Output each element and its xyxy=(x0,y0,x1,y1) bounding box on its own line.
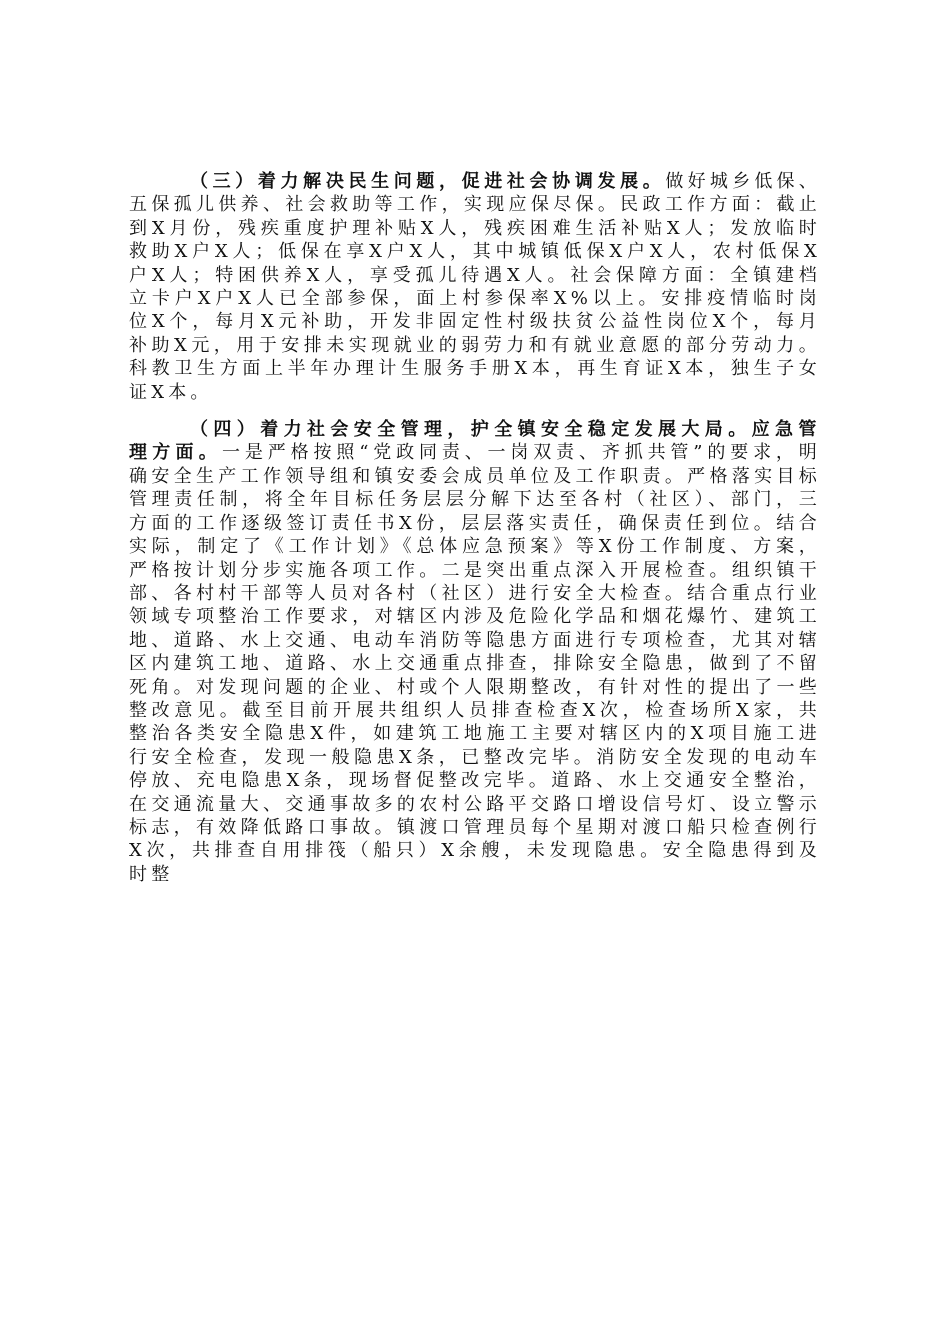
paragraph-safety xyxy=(129,418,821,886)
paragraph-heading: （四）着力社会安全管理，护全镇安全稳定发展大局。应急管理方面。 xyxy=(129,419,821,464)
document-page xyxy=(129,170,821,886)
paragraph-body: 一是严格按照“党政同责、一岗双责、齐抓共管”的要求，明确安全生产工作领导组和镇安委会成员单位及工作职责。严格落实目标管理责任制，将全年目标任务层层分解下达至各村（社区）、部门，三方面的工作逐级签订责任书X份，层层落实责任，确保责任到位。结合实际，制定了《工作计划》《总体应急预案》等X份工作制度、方案，严格按计划分步实施各项工作。二是突出重点深入开展检查。组织镇干部、各村村干部等人员对各村（社区）进行安全大检查。结合重点行业领域专项整治工作要求，对辖区内涉及危险化学品和烟花爆竹、建筑工地、道路、水上交通、电动车消防等隐患方面进行专项检查，尤其对辖区内建筑工地、道路、水上交通重点排查，排除安全隐患，做到了不留死角。对发现问题的企业、村或个人限期整改，有针对性的提出了一些整改意见。截至目前开展共组织人员排查检查X次，检查场所X家，共整治各类安全隐患X件，如建筑工地施工主要对辖区内的X项目施工进行安全检查，发现一般隐患X条，已整改完毕。消防安全发现的电动车停放、充电隐患X条，现场督促整改完毕。道路、水上交通安全整治，在交通流量大、交通事故多的农村公路平交路口增设信号灯、设立警示标志，有效降低路口事故。镇渡口管理员每个星期对渡口船只检查例行X次，共排查自用排筏（船只）X余艘，未发现隐患。安全隐患得到及时整 xyxy=(129,442,821,885)
paragraph-body: 做好城乡低保、五保孤儿供养、社会救助等工作，实现应保尽保。民政工作方面：截止到X月份，残疾重度护理补贴X人，残疾困难生活补贴X人；发放临时救助X户X人；低保在享X户X人，其中城镇低保X户X人，农村低保X户X人；特困供养X人，享受孤儿待遇X人。社会保障方面：全镇建档立卡户X户X人已全部参保，面上村参保率X%以上。安排疫情临时岗位X个，每月X元补助，开发非固定性村级扶贫公益性岗位X个，每月补助X元，用于安排未实现就业的弱劳力和有就业意愿的部分劳动力。科教卫生方面上半年办理计生服务手册X本，再生育证X本，独生子女证X本。 xyxy=(129,171,821,403)
paragraph-heading: （三）着力解决民生问题，促进社会协调发展。 xyxy=(190,171,666,192)
paragraph-livelihood xyxy=(129,170,821,404)
